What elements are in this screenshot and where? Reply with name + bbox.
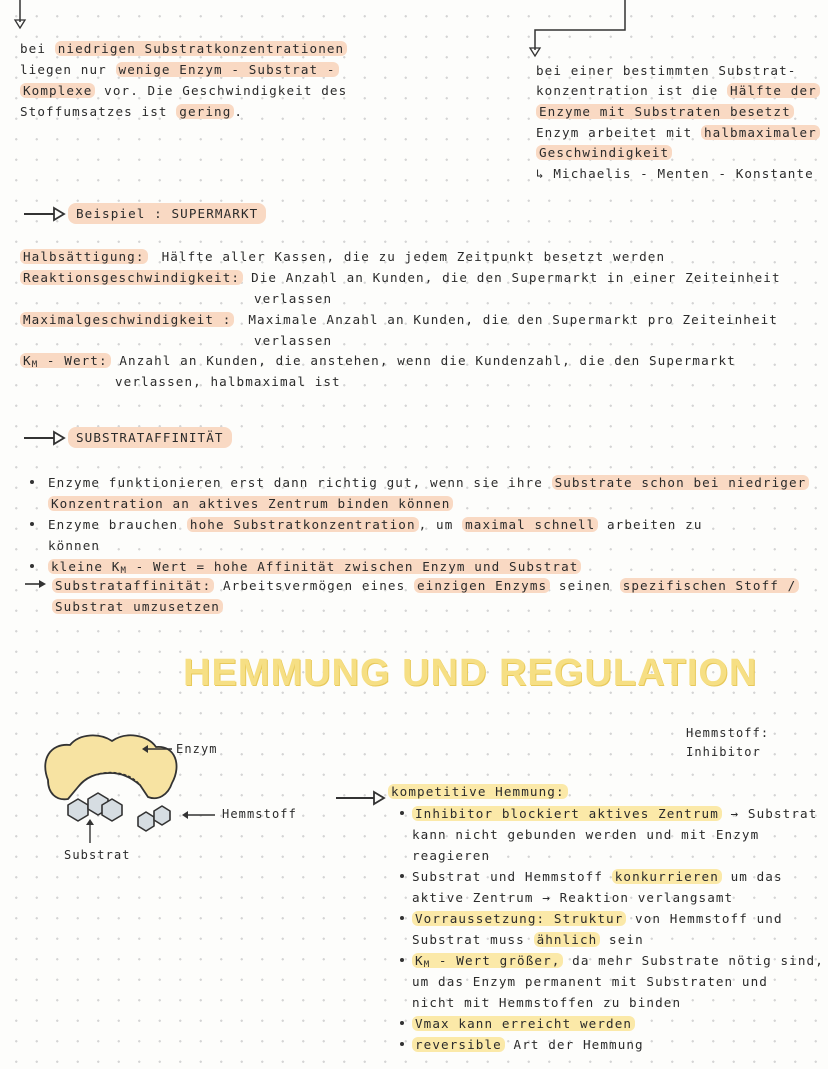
enzyme-label: Enzym <box>176 742 218 756</box>
competitive-bullet-3: Vorraussetzung: Struktur von Hemmstoff und <box>412 909 783 928</box>
competitive-bullet-3-cont: Substrat muss ähnlich sein <box>412 932 644 947</box>
affinity-bullet-1-cont: Konzentration an aktives Zentrum binden können <box>48 494 453 513</box>
def-reaktionsgeschwindigkeit: Reaktionsgeschwindigkeit: Die Anzahl an Kunden, die den Supermarkt in einer Zeiteinheit <box>20 268 781 287</box>
arrow-right-icon <box>334 790 386 806</box>
arrow-right-icon <box>24 578 50 590</box>
affinity-bullet-2-cont: können <box>48 538 101 553</box>
side-note-line-1: Hemmstoff: <box>686 726 770 740</box>
def-reaktionsgeschwindigkeit-cont: verlassen <box>254 291 333 306</box>
def-maximalgeschwindigkeit: Maximalgeschwindigkeit : Maximale Anzahl an Kunden, die den Supermarkt pro Zeiteinheit <box>20 310 778 329</box>
bullet-dot <box>400 811 404 815</box>
bullet-dot <box>400 958 404 962</box>
def-km-wert: $K_M$ - Wert: Anzahl an Kunden, die anstehen, wenn die Kundenzahl, die den Supermarkt <box>20 351 736 375</box>
intro-left-line-3: Komplexe vor. Die Geschwindigkeit des <box>20 81 347 100</box>
inhibitor-label: Hemmstoff <box>222 807 297 821</box>
def-halbsaettigung: Halbsättigung: Hälfte aller Kassen, die zu jedem Zeitpunkt besetzt werden <box>20 247 665 266</box>
def-km-wert-cont: verlassen, halbmaximal ist <box>115 374 341 389</box>
intro-left-line-4: Stoffumsatzes ist gering . <box>20 104 244 119</box>
intro-right-line-6: ↳ Michaelis - Menten - Konstante <box>536 166 814 181</box>
intro-right-line-1: bei einer bestimmten Substrat- <box>536 63 797 78</box>
def-maximalgeschwindigkeit-cont: verlassen <box>254 333 333 348</box>
intro-right-line-5: Geschwindigkeit <box>536 143 672 162</box>
bullet-dot <box>400 874 404 878</box>
competitive-bullet-2: Substrat und Hemmstoff konkurrieren um das <box>412 869 783 884</box>
competitive-bullet-6: reversible Art der Hemmung <box>412 1035 644 1054</box>
affinity-bullet-2: Enzyme brauchen hohe Substratkonzentration , um maximal schnell arbeiten zu <box>48 517 703 532</box>
bullet-dot <box>30 564 34 568</box>
substrate-label: Substrat <box>64 848 131 862</box>
affinity-heading: SUBSTRATAFFINITÄT <box>68 427 232 448</box>
bullet-dot <box>400 1021 404 1025</box>
affinity-bullet-4-cont: Substrat umzusetzen <box>52 597 223 616</box>
affinity-bullet-4: Substrataffinität: Arbeitsvermögen eines einzigen Enzyms seinen spezifischen Stoff / <box>52 576 799 595</box>
section-title: HEMMUNG UND REGULATION <box>183 652 758 694</box>
affinity-bullet-3: kleine $K_M$ - Wert = hohe Affinität zwischen Enzym und Substrat <box>48 557 581 581</box>
competitive-bullet-1-cont: kann nicht gebunden werden und mit Enzym <box>412 827 760 842</box>
intro-left-line-1: bei niedrigen Substratkonzentrationen <box>20 39 347 58</box>
bullet-dot <box>400 916 404 920</box>
inhibitor-molecule <box>138 806 170 831</box>
side-note-line-2: Inhibitor <box>686 745 761 759</box>
enzyme-shape <box>45 735 176 799</box>
intro-right-line-2: konzentration ist die Hälfte der <box>536 81 820 100</box>
competitive-bullet-5: Vmax kann erreicht werden <box>412 1014 635 1033</box>
bullet-dot <box>30 480 34 484</box>
affinity-bullet-1: Enzyme funktionieren erst dann richtig gut, wenn sie ihre Substrate schon bei niedriger <box>48 473 809 492</box>
competitive-heading: kompetitive Hemmung: <box>388 782 568 801</box>
arrow-right-icon <box>22 430 66 446</box>
competitive-bullet-2-cont: aktive Zentrum → Reaktion verlangsamt <box>412 890 734 905</box>
bullet-dot <box>400 1042 404 1046</box>
competitive-bullet-4: $K_M$ - Wert größer, da mehr Substrate nötig sind, <box>412 951 824 975</box>
arrow-right-icon <box>22 206 66 222</box>
competitive-bullet-4-cont2: nicht mit Hemmstoffen zu binden <box>412 995 682 1010</box>
competitive-bullet-1: Inhibitor blockiert aktives Zentrum → Substrat <box>412 804 817 823</box>
competitive-bullet-1-cont2: reagieren <box>412 848 491 863</box>
competitive-bullet-4-cont: um das Enzym permanent mit Substraten und <box>412 974 768 989</box>
substrate-molecule <box>68 793 122 821</box>
intro-left-line-2: liegen nur wenige Enzym - Substrat - <box>20 60 339 79</box>
intro-right-line-4: Enzym arbeitet mit halbmaximaler <box>536 123 820 142</box>
bullet-dot <box>30 522 34 526</box>
intro-right-line-3: Enzyme mit Substraten besetzt <box>536 102 794 121</box>
example-heading: Beispiel : SUPERMARKT <box>68 203 266 224</box>
